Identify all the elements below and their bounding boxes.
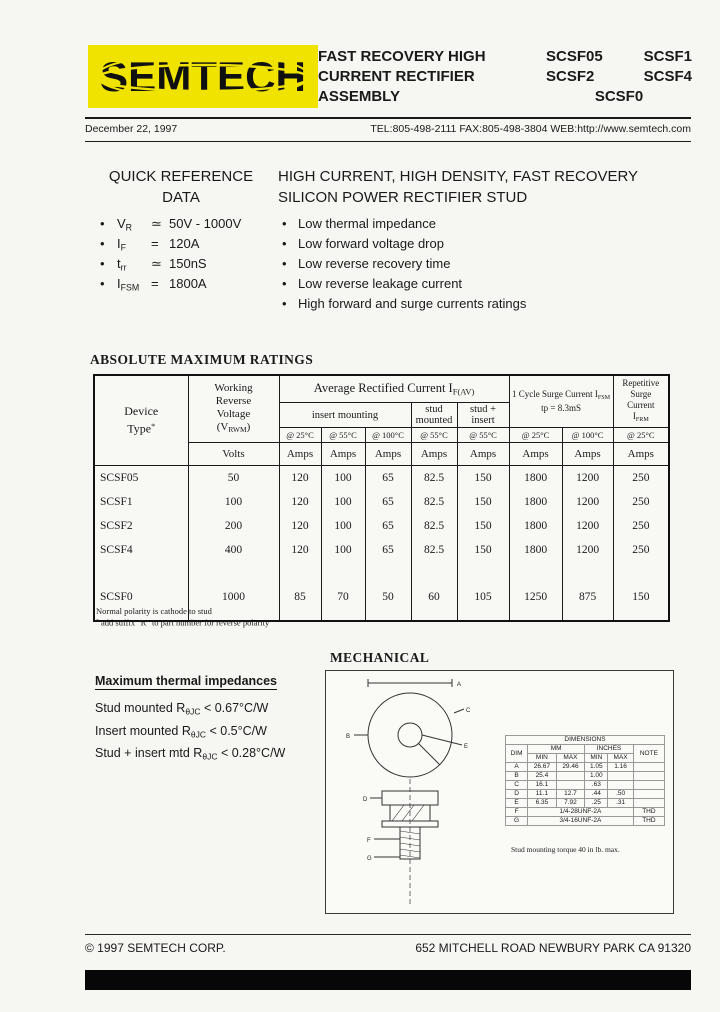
cell: 200 [188, 514, 279, 538]
footer-row [85, 941, 691, 955]
dims-col-mm: MM [528, 745, 585, 754]
cell: 100 [321, 490, 365, 514]
part-number-list [546, 47, 692, 107]
device-name: SCSF0 [94, 562, 188, 621]
cell: 1000 [188, 562, 279, 621]
symbol: $I_{FSM}$ [117, 276, 140, 293]
cell: 82.5 [411, 538, 457, 562]
dims-row: D 11.1 12.7 .44 .50 [506, 790, 665, 799]
quick-reference-heading-line1: QUICK REFERENCE [108, 168, 254, 185]
features-list [282, 216, 682, 316]
bullet-icon: • [282, 256, 287, 271]
quickref-item-ifsm [100, 276, 285, 296]
bullet-icon: • [100, 276, 105, 291]
unit-amps: Amps [365, 443, 411, 466]
unit-volts: Volts [188, 443, 279, 466]
temp-header: @ 55°C [411, 428, 457, 443]
dims-max: MAX [556, 754, 585, 763]
cell: 60 [411, 562, 457, 621]
unit-amps: Amps [562, 443, 613, 466]
cell: 65 [365, 514, 411, 538]
document-title: FAST RECOVERY HIGH CURRENT RECTIFIER ASSEMBLY [318, 48, 486, 105]
cell: 150 [457, 514, 509, 538]
cell: 82.5 [411, 514, 457, 538]
dims-row: A 26.67 29.46 1.05 1.16 [506, 763, 665, 772]
bullet-icon: • [100, 236, 105, 251]
header-rule [85, 117, 691, 119]
device-name: SCSF1 [94, 490, 188, 514]
cell: 100 [188, 490, 279, 514]
cell: 100 [321, 538, 365, 562]
dim-label-f: F [367, 838, 371, 844]
mechanical-section-title: MECHANICAL [330, 650, 430, 665]
feature-item [282, 276, 682, 296]
bullet-icon: • [282, 216, 287, 231]
col-stud-insert: stud + insert [457, 403, 509, 428]
quickref-item-trr [100, 256, 285, 276]
address-text: 652 MITCHELL ROAD NEWBURY PARK CA 91320 [415, 941, 691, 955]
table-footnotes [96, 606, 269, 629]
cell: 1200 [562, 466, 613, 491]
temp-header: @ 100°C [562, 428, 613, 443]
relation: ≃ [151, 256, 162, 271]
feature-text: Low reverse recovery time [298, 256, 451, 271]
cell: 250 [613, 490, 669, 514]
cell: 82.5 [411, 466, 457, 491]
part-number: SCSF2 [546, 68, 595, 85]
footer-bar [85, 970, 691, 990]
temp-header: @ 55°C [321, 428, 365, 443]
cell: 100 [321, 514, 365, 538]
cell: 100 [321, 466, 365, 491]
dims-min: MIN [528, 754, 557, 763]
dims-row: C 16.1 .63 [506, 781, 665, 790]
dim-label-g: G [367, 856, 372, 862]
cell: 1200 [562, 514, 613, 538]
date-contact-row [85, 123, 691, 135]
quick-reference-heading [96, 166, 266, 208]
col-stud-mounted: stud mounted [411, 403, 457, 428]
cell: 50 [365, 562, 411, 621]
value: 50V - 1000V [169, 216, 242, 231]
dim-label-d: D [363, 797, 368, 803]
table-row-scsf05 [94, 466, 669, 491]
dimensions-table-wrap [505, 735, 665, 826]
header-rule-2 [85, 141, 691, 142]
dims-row: E 6.35 7.92 .25 .31 [506, 799, 665, 808]
cell: 65 [365, 538, 411, 562]
dims-col-note: NOTE [633, 745, 664, 763]
symbol: $I_F$ [117, 236, 127, 253]
cell: 150 [457, 466, 509, 491]
cell: 1800 [509, 514, 562, 538]
table-row-scsf1 [94, 490, 669, 514]
dim-label-b: B [346, 734, 351, 740]
part-number: SCSF1 [643, 48, 692, 65]
thermal-line-stud-insert: Stud + insert mtd $R_{\theta JC} < 0.28^\circ C/W$ [95, 746, 286, 762]
quickref-item-vr [100, 216, 285, 236]
abs-max-ratings-table [93, 374, 670, 622]
part-number: SCSF05 [546, 48, 603, 65]
cell: 105 [457, 562, 509, 621]
cell: 82.5 [411, 490, 457, 514]
part-number: SCSF4 [643, 68, 692, 85]
feature-text: Low thermal impedance [298, 216, 437, 231]
device-name: SCSF4 [94, 538, 188, 562]
bullet-icon: • [282, 296, 287, 311]
dims-col-dim: DIM [506, 745, 528, 763]
unit-amps: Amps [411, 443, 457, 466]
bullet-icon: • [100, 216, 105, 231]
semtech-logo [88, 45, 318, 108]
feature-text: Low reverse leakage current [298, 276, 463, 291]
cell: 85 [279, 562, 321, 621]
semtech-logo-art [88, 45, 318, 108]
cell: 1200 [562, 490, 613, 514]
temp-header: @ 100°C [365, 428, 411, 443]
cell: 120 [279, 514, 321, 538]
dims-min: MIN [585, 754, 608, 763]
cell: 120 [279, 490, 321, 514]
cell: 250 [613, 514, 669, 538]
bullet-icon: • [100, 256, 105, 271]
cell: 1800 [509, 538, 562, 562]
footnote-polarity: Normal polarity is cathode to stud [96, 606, 212, 616]
part-row [546, 67, 692, 87]
value: 1800A [169, 276, 207, 291]
cell: 250 [613, 538, 669, 562]
group-one-cycle-surge: 1 Cycle Surge Current $I_{FSM}$ tp = 8.3mS [509, 375, 613, 428]
cell: 150 [457, 490, 509, 514]
unit-amps: Amps [279, 443, 321, 466]
dimensions-table [505, 735, 665, 826]
footnote-suffix: * add suffix "R" to part number for reverse polarity [96, 617, 270, 628]
device-name: SCSF05 [94, 466, 188, 491]
col-insert-mounting: insert mounting [279, 403, 411, 428]
ratings-section-title: ABSOLUTE MAXIMUM RATINGS [90, 352, 314, 367]
bullet-icon: • [282, 236, 287, 251]
dims-thread-row: F 1/4-28UNF-2A THD [506, 808, 665, 817]
logo-wordmark: SEMTECH [100, 53, 306, 100]
value: 120A [169, 236, 200, 251]
cell: 70 [321, 562, 365, 621]
cell: 50 [188, 466, 279, 491]
dims-max: MAX [608, 754, 633, 763]
temp-header: @ 25°C [279, 428, 321, 443]
cell: 875 [562, 562, 613, 621]
feature-item [282, 256, 682, 276]
symbol: $V_R$ [117, 216, 133, 233]
thermal-impedances [95, 672, 315, 767]
dims-col-inches: INCHES [585, 745, 634, 754]
contact-info: TEL:805-498-2111 FAX:805-498-3804 WEB:http://www.semtech.com [370, 123, 691, 135]
quickref-item-if [100, 236, 285, 256]
group-repetitive-surge: Repetitive Surge Current $I_{FRM}$ [613, 375, 669, 428]
temp-header: @ 25°C [613, 428, 669, 443]
group-average-rectified-current: Average Rectified Current $I_{F(AV)}$ [279, 375, 509, 403]
cell: 1800 [509, 466, 562, 491]
symbol: $t_{rr}$ [117, 256, 127, 273]
part-row [546, 47, 692, 67]
bullet-icon: • [282, 276, 287, 291]
quick-reference-heading-line2: DATA [162, 189, 200, 206]
feature-text: High forward and surge currents ratings [298, 296, 527, 311]
dim-label-a: A [457, 682, 462, 688]
table-row-scsf4 [94, 538, 669, 562]
thermal-line-insert: Insert mounted $R_{\theta JC} < 0.5^\circ C/W$ [95, 723, 267, 740]
feature-item [282, 216, 682, 236]
cell: 120 [279, 466, 321, 491]
cell: 400 [188, 538, 279, 562]
ratings-table-wrap [93, 374, 670, 622]
mechanical-drawing-box [325, 670, 674, 914]
mechanical-drawing [330, 673, 520, 909]
dims-row: B 25.4 1.00 [506, 772, 665, 781]
cell: 1250 [509, 562, 562, 621]
relation: ≃ [151, 216, 162, 231]
torque-note: Stud mounting torque 40 in lb. max. [511, 845, 620, 854]
dims-title: DIMENSIONS [506, 736, 665, 745]
publish-date: December 22, 1997 [85, 123, 178, 135]
relation: = [151, 236, 159, 251]
thermal-line-stud: Stud mounted $R_{\theta JC} < 0.67^\circ C/W$ [95, 701, 269, 717]
part-row [546, 87, 692, 107]
dim-label-c: C [466, 708, 471, 714]
cell: 65 [365, 466, 411, 491]
quick-reference-list [100, 216, 285, 296]
unit-amps: Amps [321, 443, 365, 466]
cell: 150 [457, 538, 509, 562]
table-row-scsf2 [94, 514, 669, 538]
copyright-text: © 1997 SEMTECH CORP. [85, 941, 226, 955]
value: 150nS [169, 256, 207, 271]
feature-item [282, 296, 682, 316]
cell: 1800 [509, 490, 562, 514]
footer-rule [85, 934, 691, 935]
feature-text: Low forward voltage drop [298, 236, 444, 251]
feature-item [282, 236, 682, 256]
temp-header: @ 25°C [509, 428, 562, 443]
features-heading: HIGH CURRENT, HIGH DENSITY, FAST RECOVERY SILICON POWER RECTIFIER STUD [278, 168, 638, 206]
device-name: SCSF2 [94, 514, 188, 538]
col-device-type: Device Type* [94, 375, 188, 466]
unit-amps: Amps [509, 443, 562, 466]
cell: 65 [365, 490, 411, 514]
cell: 120 [279, 538, 321, 562]
temp-header: @ 55°C [457, 428, 509, 443]
col-working-reverse-voltage: Working Reverse Voltage $(V_{RWM})$ [188, 375, 279, 443]
cell: 250 [613, 466, 669, 491]
unit-amps: Amps [457, 443, 509, 466]
dim-label-e: E [464, 744, 469, 750]
unit-amps: Amps [613, 443, 669, 466]
part-number: SCSF0 [594, 88, 644, 105]
relation: = [151, 276, 159, 291]
cell: 150 [613, 562, 669, 621]
dims-thread-row: G 3/4-16UNF-2A THD [506, 817, 665, 826]
thermal-heading: Maximum thermal impedances [95, 674, 278, 688]
cell: 1200 [562, 538, 613, 562]
